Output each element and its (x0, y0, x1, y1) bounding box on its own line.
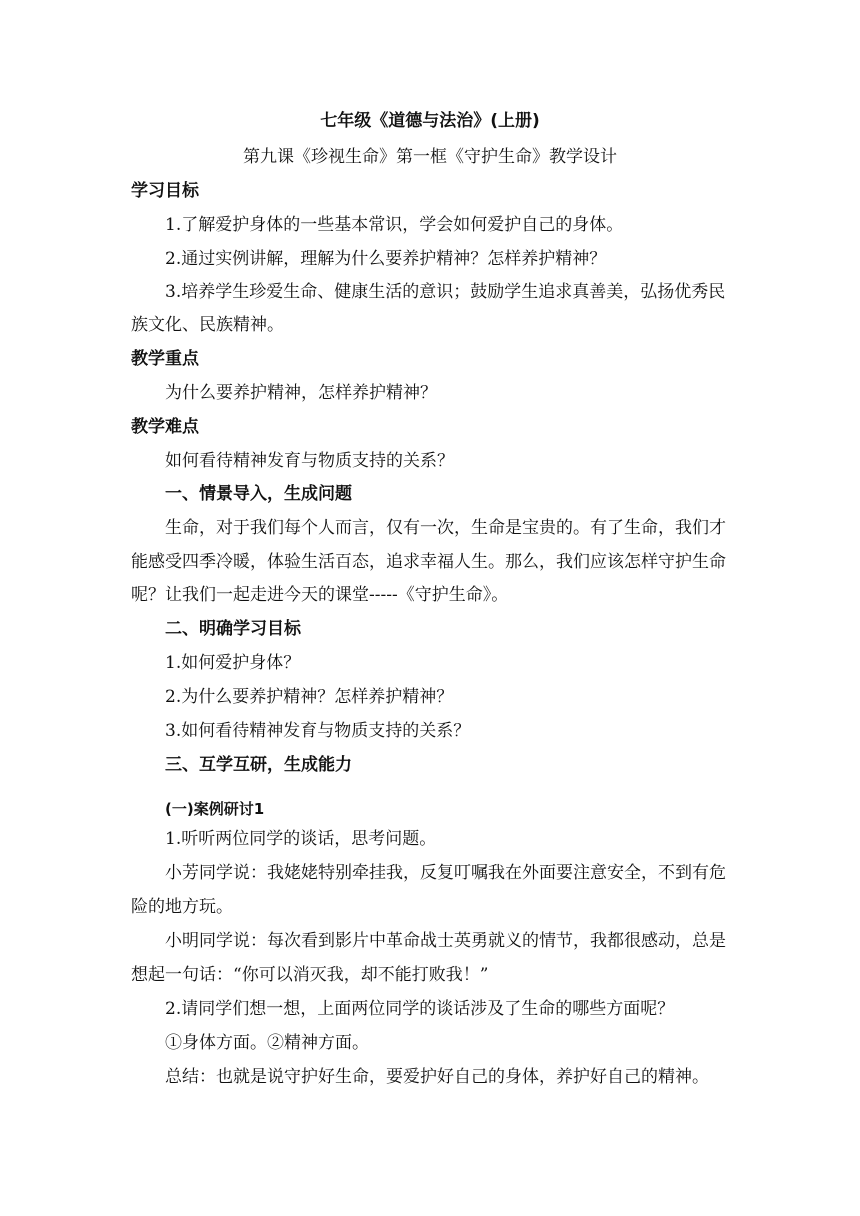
case-paragraph-3-line-1: 小明同学说：每次看到影片中革命战士英勇就义的情节，我都很感动，总是 (165, 931, 726, 951)
section-3-heading: 三、互学互研，生成能力 (165, 755, 352, 775)
section-2-item-1: 1.如何爱护身体？ (165, 653, 301, 673)
objectives-heading: 学习目标 (131, 181, 199, 201)
section-1-line-2: 能感受四季冷暖，体验生活百态，追求幸福人生。那么，我们应该怎样守护生命 (131, 552, 726, 572)
key-point-text: 为什么要养护精神，怎样养护精神？ (165, 383, 437, 403)
case-paragraph-2-line-1: 小芳同学说：我姥姥特别牵挂我，反复叮嘱我在外面要注意安全，不到有危 (165, 863, 726, 883)
case-paragraph-1: 1.听听两位同学的谈话，思考问题。 (165, 829, 437, 849)
document-subtitle: 第九课《珍视生命》第一框《守护生命》教学设计 (243, 147, 617, 167)
case-paragraph-2-line-2: 险的地方玩。 (131, 897, 233, 917)
section-1-line-3: 呢？让我们一起走进今天的课堂-----《守护生命》。 (131, 585, 509, 605)
difficulty-text: 如何看待精神发育与物质支持的关系？ (165, 451, 454, 471)
case-study-heading: (一)案例研讨1 (165, 800, 265, 818)
section-2-heading: 二、明确学习目标 (165, 619, 301, 639)
section-2-item-2: 2.为什么要养护精神？怎样养护精神？ (165, 687, 454, 707)
case-paragraph-4: 2.请同学们想一想，上面两位同学的谈话涉及了生命的哪些方面呢？ (165, 999, 675, 1019)
objective-item-2: 2.通过实例讲解，理解为什么要养护精神？怎样养护精神？ (165, 249, 607, 269)
key-point-heading: 教学重点 (131, 349, 199, 369)
case-paragraph-5: ①身体方面。②精神方面。 (165, 1033, 369, 1053)
objective-item-3-line-2: 族文化、民族精神。 (131, 315, 284, 335)
section-2-item-3: 3.如何看待精神发育与物质支持的关系？ (165, 721, 471, 741)
document-title: 七年级《道德与法治》(上册) (320, 111, 540, 131)
section-1-heading: 一、情景导入，生成问题 (165, 484, 352, 504)
summary-paragraph: 总结：也就是说守护好生命，要爱护好自己的身体，养护好自己的精神。 (165, 1067, 709, 1087)
case-paragraph-3-line-2: 想起一句话：“你可以消灭我，却不能打败我！” (131, 965, 489, 985)
objective-item-1: 1.了解爱护身体的一些基本常识，学会如何爱护自己的身体。 (165, 215, 624, 235)
section-1-line-1: 生命，对于我们每个人而言，仅有一次，生命是宝贵的。有了生命，我们才 (165, 518, 726, 538)
difficulty-heading: 教学难点 (131, 417, 199, 437)
objective-item-3-line-1: 3.培养学生珍爱生命、健康生活的意识；鼓励学生追求真善美，弘扬优秀民 (165, 282, 726, 302)
